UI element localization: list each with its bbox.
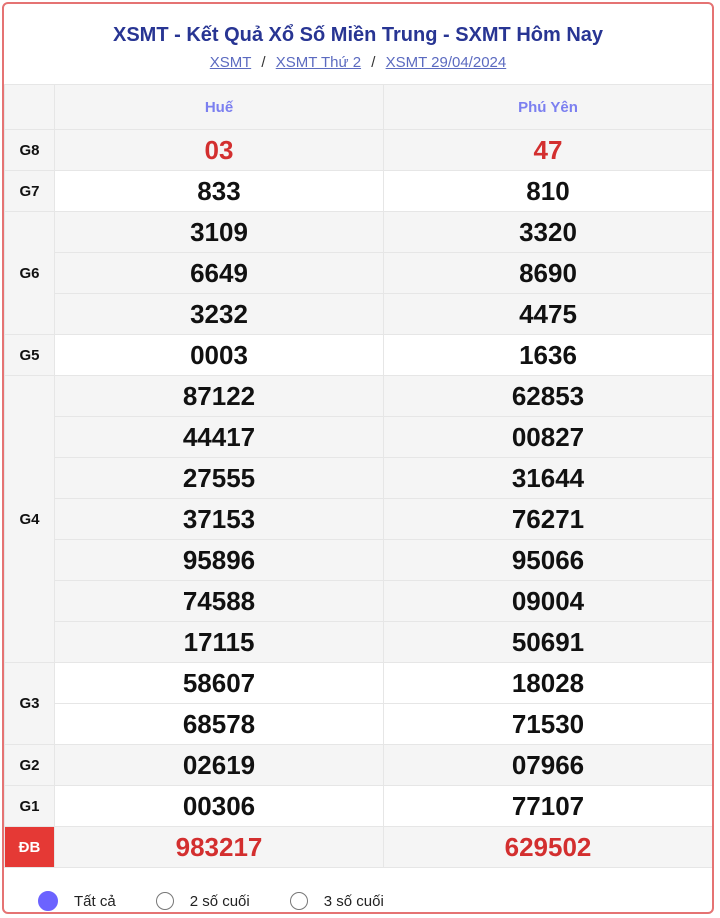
radio-checked-icon[interactable] — [38, 891, 58, 911]
prize-row-g7 — [5, 171, 713, 212]
prize-label: G8 — [5, 130, 55, 171]
prize-cell-hue — [55, 827, 384, 868]
prize-cell-hue — [55, 130, 384, 171]
prize-number: 47 — [533, 135, 563, 165]
prize-label: G1 — [5, 786, 55, 827]
prize-cell-phuyen — [384, 335, 713, 376]
prize-cell-phuyen — [384, 130, 713, 171]
breadcrumb-link-xsmt[interactable]: XSMT — [209, 54, 252, 71]
prize-row-g6 — [5, 212, 713, 335]
prize-row-g5 — [5, 335, 713, 376]
province-header-hue: Huế — [55, 85, 384, 130]
prize-number: 4475 — [519, 299, 577, 329]
prize-number: 58607 — [55, 663, 383, 704]
prize-number: 07966 — [511, 750, 585, 780]
prize-cell-hue — [55, 212, 384, 335]
prize-cell-hue — [55, 745, 384, 786]
prize-number: 27555 — [55, 458, 383, 499]
prize-number: 87122 — [55, 376, 383, 417]
prize-cell-hue — [55, 171, 384, 212]
prize-number: 31644 — [384, 458, 712, 499]
prize-number: 50691 — [511, 627, 585, 657]
prize-cell-phuyen — [384, 171, 713, 212]
prize-number: 1636 — [519, 340, 577, 370]
prize-number: 810 — [526, 176, 570, 206]
prize-label: G3 — [5, 663, 55, 745]
prize-number: 17115 — [183, 627, 255, 657]
prize-label: G5 — [5, 335, 55, 376]
results-panel — [2, 2, 714, 914]
filter-option-all[interactable] — [38, 891, 116, 911]
prize-row-g2 — [5, 745, 713, 786]
prize-number: 02619 — [182, 750, 256, 780]
prize-cell-hue — [55, 376, 384, 663]
prize-cell-phuyen — [384, 376, 713, 663]
prize-number: 00306 — [182, 791, 256, 821]
filter-option-last-3[interactable] — [290, 892, 384, 910]
page-title: XSMT - Kết Quả Xổ Số Miền Trung - SXMT Hôm Nay — [112, 24, 604, 46]
prize-label: G6 — [5, 212, 55, 335]
filter-option-label: 2 số cuối — [189, 892, 250, 910]
prize-cell-hue — [55, 786, 384, 827]
prize-cell-hue — [55, 663, 384, 745]
breadcrumb — [4, 54, 712, 71]
filter-option-label: 3 số cuối — [323, 892, 384, 910]
prize-cell-phuyen — [384, 786, 713, 827]
prize-number: 37153 — [55, 499, 383, 540]
prize-cell-phuyen — [384, 827, 713, 868]
prize-number: 18028 — [384, 663, 712, 704]
prize-number: 0003 — [190, 340, 248, 370]
corner-cell — [5, 85, 55, 130]
results-table — [4, 84, 713, 868]
prize-number: 95066 — [384, 540, 712, 581]
table-header-row — [5, 85, 713, 130]
prize-number: 3232 — [190, 299, 248, 329]
prize-number: 71530 — [511, 709, 585, 739]
breadcrumb-separator: / — [261, 54, 266, 71]
prize-row-g4 — [5, 376, 713, 663]
prize-number: 76271 — [384, 499, 712, 540]
radio-unchecked-icon[interactable] — [290, 892, 308, 910]
prize-number: 77107 — [511, 791, 585, 821]
prize-row-g8 — [5, 130, 713, 171]
prize-number: 95896 — [55, 540, 383, 581]
prize-number: 3320 — [384, 212, 712, 253]
prize-number: 833 — [197, 176, 241, 206]
prize-row-g1 — [5, 786, 713, 827]
prize-number: 6649 — [55, 253, 383, 294]
filter-option-last-2[interactable] — [156, 892, 250, 910]
prize-cell-phuyen — [384, 745, 713, 786]
breadcrumb-separator: / — [371, 54, 376, 71]
prize-number: 68578 — [182, 709, 256, 739]
number-filter — [4, 868, 712, 914]
province-header-phuyen: Phú Yên — [384, 85, 713, 130]
filter-option-label: Tất cả — [74, 892, 116, 910]
prize-number: 09004 — [384, 581, 712, 622]
prize-number: 62853 — [384, 376, 712, 417]
prize-label: G2 — [5, 745, 55, 786]
breadcrumb-link-weekday[interactable]: XSMT Thứ 2 — [275, 54, 362, 71]
breadcrumb-link-date[interactable]: XSMT 29/04/2024 — [385, 54, 507, 71]
results-header — [4, 4, 712, 84]
prize-row-g3 — [5, 663, 713, 745]
radio-unchecked-icon[interactable] — [156, 892, 174, 910]
prize-number: 8690 — [384, 253, 712, 294]
prize-number: 00827 — [384, 417, 712, 458]
prize-number: 629502 — [504, 832, 592, 862]
prize-number: 44417 — [55, 417, 383, 458]
prize-cell-phuyen — [384, 212, 713, 335]
prize-label: G7 — [5, 171, 55, 212]
prize-number: 3109 — [55, 212, 383, 253]
prize-number: 983217 — [175, 832, 263, 862]
prize-cell-phuyen — [384, 663, 713, 745]
prize-label: G4 — [5, 376, 55, 663]
prize-row-db — [5, 827, 713, 868]
prize-label: ĐB — [5, 827, 55, 868]
prize-cell-hue — [55, 335, 384, 376]
prize-number: 74588 — [55, 581, 383, 622]
prize-number: 03 — [204, 135, 234, 165]
